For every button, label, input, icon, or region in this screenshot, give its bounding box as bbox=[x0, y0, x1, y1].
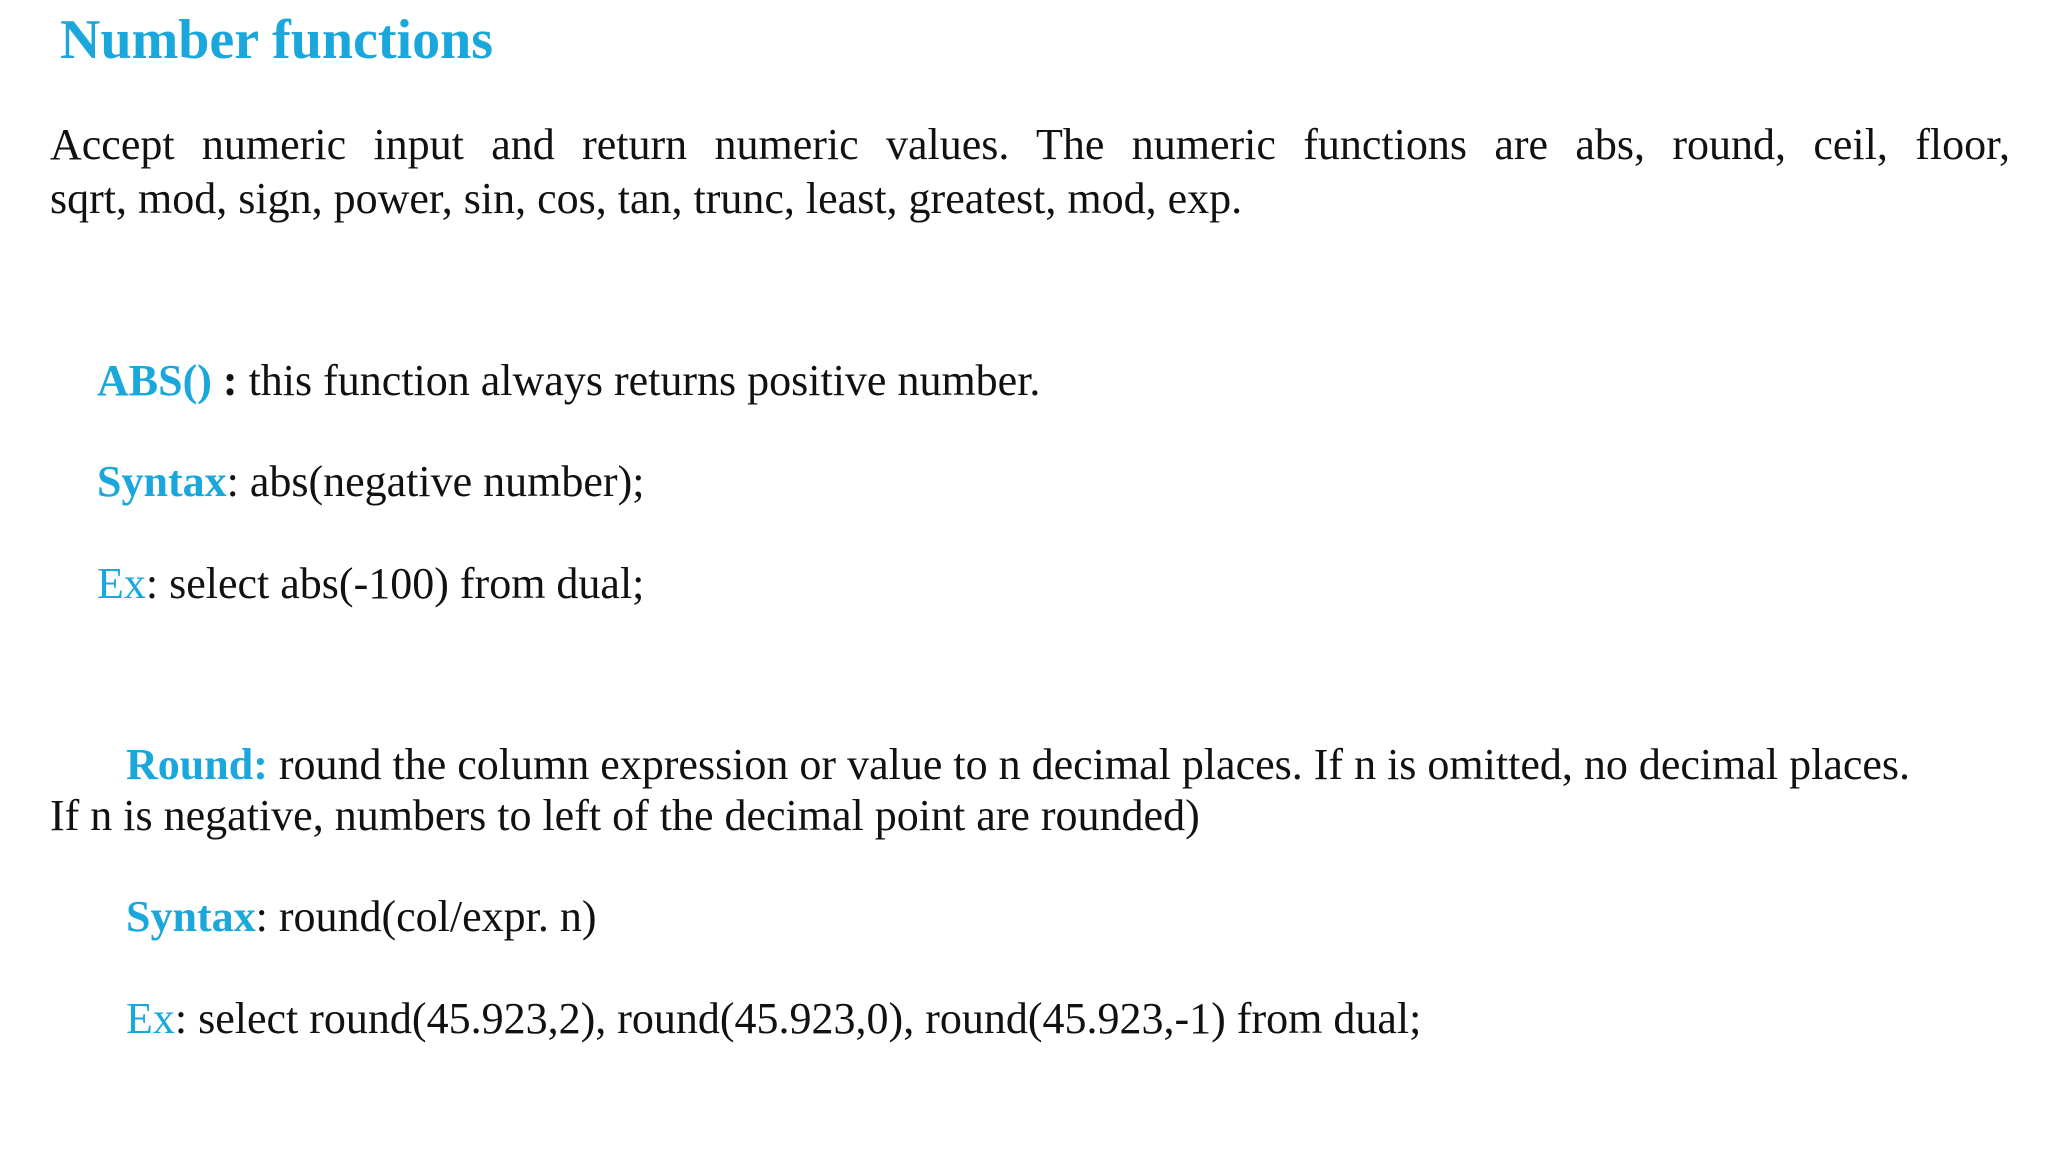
round-function-name: Round: bbox=[126, 740, 268, 789]
abs-description: this function always returns positive number. bbox=[237, 356, 1041, 405]
round-heading-line bbox=[126, 738, 1910, 792]
abs-function-name: ABS() bbox=[97, 356, 212, 405]
intro-line-1: Accept numeric input and return numeric values. The numeric functions are abs, round, ceil, floor, bbox=[50, 120, 2010, 169]
page-title: Number functions bbox=[60, 9, 494, 71]
intro-paragraph bbox=[50, 118, 2010, 226]
round-description-line-1: round the column expression or value to n decimal places. If n is omitted, no decimal places. bbox=[267, 740, 1911, 789]
round-syntax-line bbox=[126, 890, 597, 944]
abs-example-text: : select abs(-100) from dual; bbox=[145, 559, 645, 608]
round-example-line bbox=[126, 992, 1421, 1046]
abs-separator: : bbox=[211, 356, 238, 405]
abs-example-label: Ex bbox=[97, 559, 146, 608]
abs-syntax-label: Syntax bbox=[97, 457, 227, 506]
round-description-line-2: If n is negative, numbers to left of the decimal point are rounded) bbox=[50, 791, 1200, 840]
abs-example-line bbox=[97, 557, 644, 611]
intro-line-2: sqrt, mod, sign, power, sin, cos, tan, trunc, least, greatest, mod, exp. bbox=[50, 174, 1243, 223]
abs-syntax-text: : abs(negative number); bbox=[226, 457, 645, 506]
abs-heading-line bbox=[97, 354, 1040, 408]
round-example-label: Ex bbox=[126, 994, 175, 1043]
abs-syntax-line bbox=[97, 455, 644, 509]
round-syntax-text: : round(col/expr. n) bbox=[255, 892, 597, 941]
round-example-text: : select round(45.923,2), round(45.923,0), round(45.923,-1) from dual; bbox=[174, 994, 1422, 1043]
round-syntax-label: Syntax bbox=[126, 892, 256, 941]
